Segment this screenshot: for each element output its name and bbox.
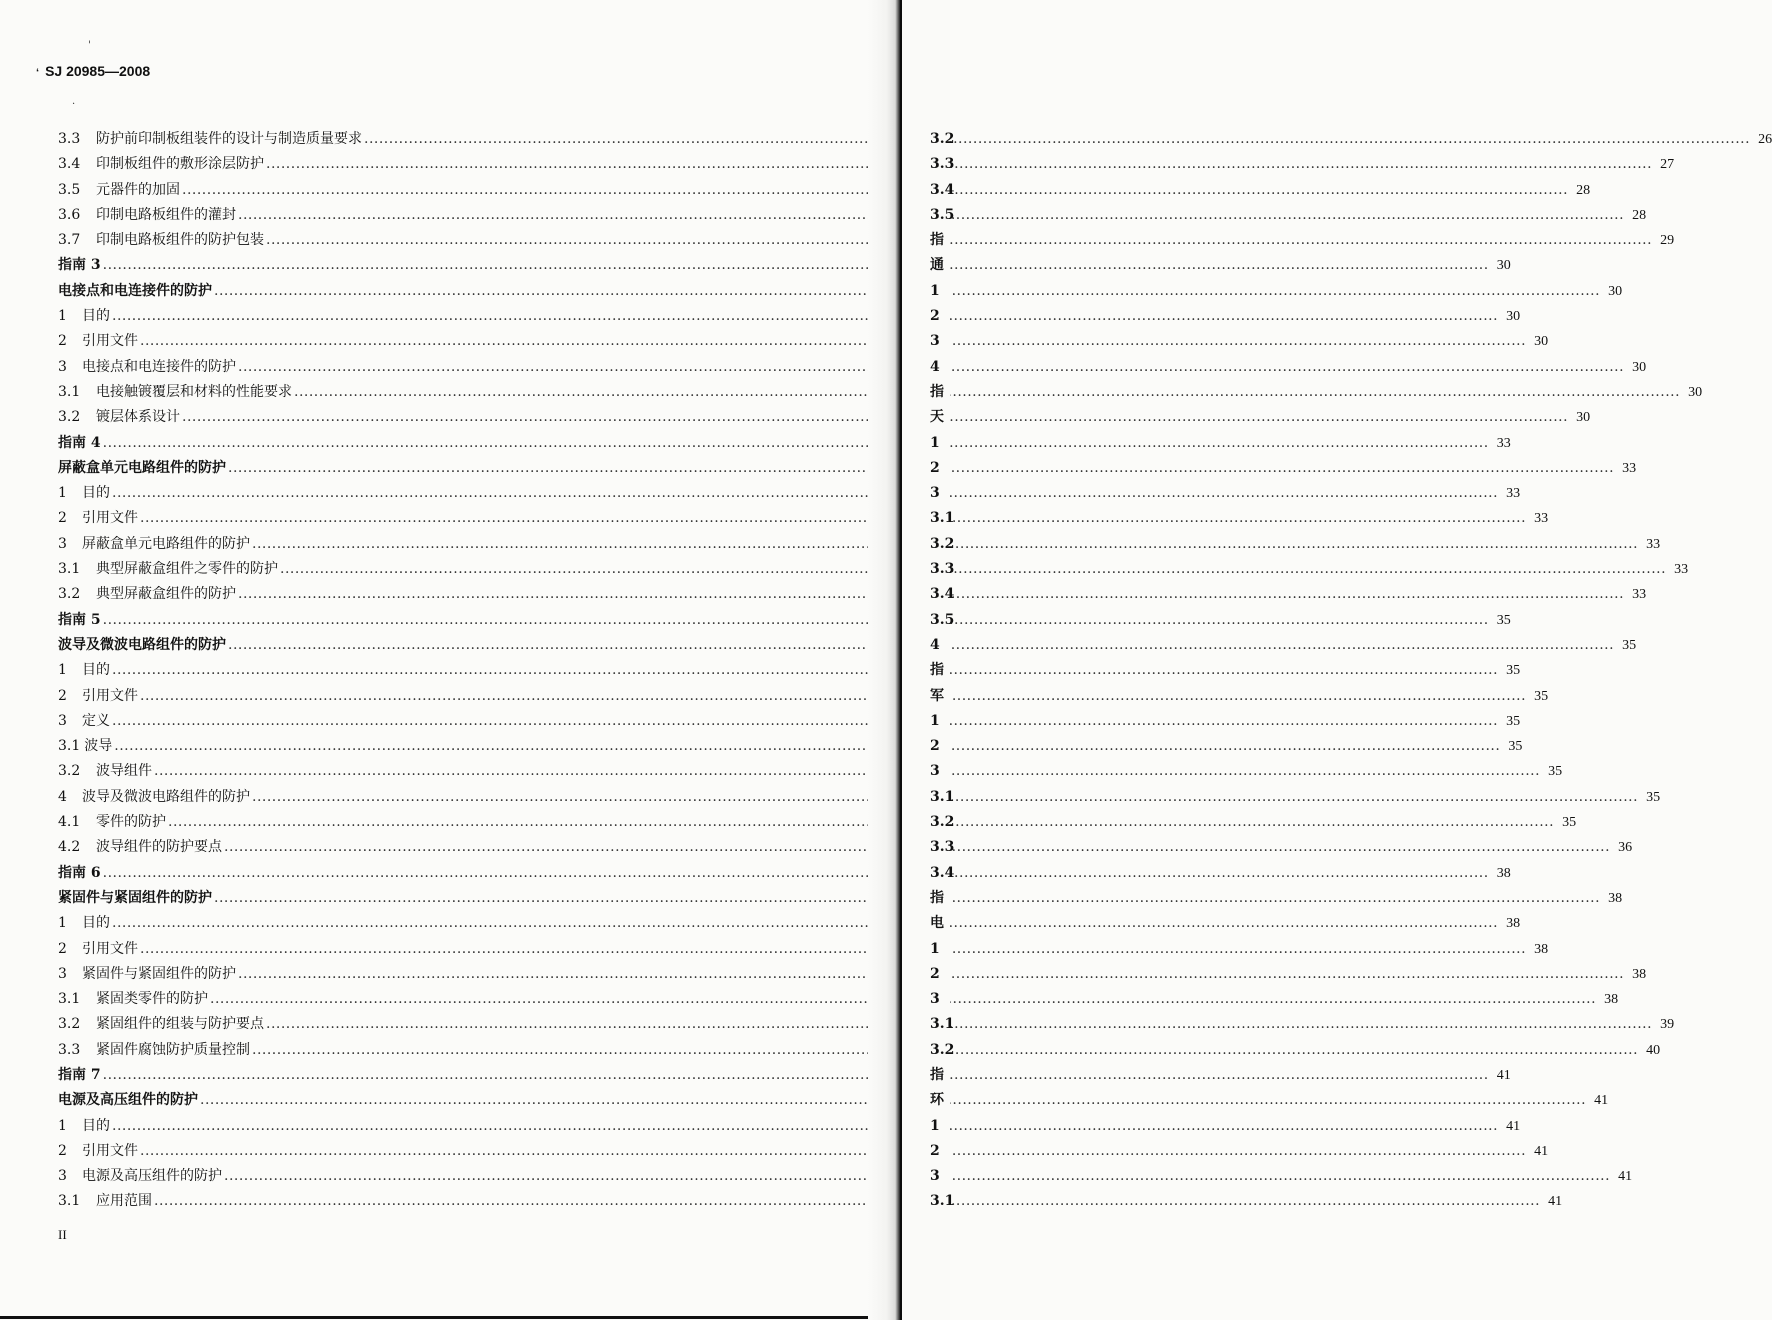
toc-entry-page: 38 <box>1506 916 1521 932</box>
adjacent-page-fragment: 3 <box>930 763 940 780</box>
toc-entry-number: 3.1 <box>58 1193 81 1210</box>
toc-entry-number: 3 <box>58 965 67 982</box>
adjacent-page-fragment: 3 <box>930 991 940 1008</box>
toc-entry-number: 3.1 <box>58 561 81 578</box>
toc-entry-page: 30 <box>1506 309 1521 325</box>
toc-entry-page: 41 <box>1594 1093 1609 1109</box>
toc-entry-number: 2 <box>58 510 67 527</box>
adjacent-page-fragment: 1 <box>930 1117 940 1134</box>
toc-entry-page: 35 <box>1562 815 1577 831</box>
adjacent-page-fragment: 天 <box>930 409 944 426</box>
toc-entry-title: 波导组件 <box>96 763 152 780</box>
toc-entry-title: 波导及微波电路组件的防护 <box>58 636 226 653</box>
dot-leader <box>266 228 1652 253</box>
toc-entry-page: 41 <box>1496 1067 1511 1083</box>
toc-entry-title: 电源及高压组件的防护 <box>58 1092 198 1109</box>
toc-entry <box>58 937 1549 962</box>
toc-entry <box>58 1189 1563 1214</box>
adjacent-page-fragment: 4 <box>930 636 940 653</box>
toc-entry-number: 3.1 <box>58 383 81 400</box>
toc-entry <box>58 911 1521 936</box>
toc-entry <box>58 431 1511 456</box>
dot-leader <box>112 481 1498 506</box>
header-marker: ‘ <box>36 67 40 79</box>
toc-entry <box>58 329 1549 354</box>
toc-entry <box>58 481 1521 506</box>
adjacent-page-fragment: 1 <box>930 282 940 299</box>
toc-entry-page: 33 <box>1646 536 1661 552</box>
toc-entry-page: 35 <box>1508 739 1523 755</box>
toc-entry <box>58 405 1591 430</box>
dot-leader <box>364 127 1750 152</box>
toc-entry-title: 零件的防护 <box>96 814 166 831</box>
toc-entry-number: 3 <box>58 1168 67 1185</box>
adjacent-page-fragment: 指 <box>930 662 944 679</box>
dot-leader <box>140 937 1526 962</box>
adjacent-page-fragment: 军 <box>930 687 944 704</box>
toc-entry-page: 35 <box>1548 764 1563 780</box>
toc-entry-title: 印制电路板组件的灌封 <box>96 206 236 223</box>
bottom-rule <box>0 1316 868 1319</box>
toc-entry-title: 屏蔽盒单元电路组件的防护 <box>82 535 250 552</box>
toc-entry-title: 引用文件 <box>82 1142 138 1159</box>
toc-entry-page: 35 <box>1496 612 1511 628</box>
toc-entry-page: 41 <box>1506 1118 1521 1134</box>
toc-entry-page: 38 <box>1632 966 1647 982</box>
toc-entry-page: 41 <box>1548 1194 1563 1210</box>
toc-entry-title: 典型屏蔽盒组件之零件的防护 <box>96 561 278 578</box>
toc-entry <box>58 1063 1511 1088</box>
page-number-footer: II <box>58 1227 67 1242</box>
toc-entry-number: 3.2 <box>58 1016 81 1033</box>
adjacent-page-fragment: 3.2 <box>930 814 955 831</box>
dot-leader <box>154 759 1540 784</box>
toc-entry <box>58 557 1689 582</box>
toc-entry <box>58 279 1623 304</box>
toc-entry-title: 目的 <box>82 485 110 502</box>
toc-entry-page: 35 <box>1534 688 1549 704</box>
toc-entry-number: 4 <box>58 788 67 805</box>
dot-leader <box>280 557 1666 582</box>
toc-entry <box>58 1139 1549 1164</box>
toc-entry-page: 30 <box>1496 258 1511 274</box>
toc-entry <box>58 684 1549 709</box>
adjacent-page-fragment: 3.2 <box>930 131 955 147</box>
toc-entry-number: 3.1 <box>58 991 81 1008</box>
toc-entry-title: 印制板组件的敷形涂层防护 <box>96 156 264 173</box>
adjacent-page-fragment: 3.4 <box>930 586 955 603</box>
toc-entry-page: 40 <box>1646 1042 1661 1058</box>
toc-entry-number: 2 <box>58 940 67 957</box>
adjacent-page-fragment: 指 <box>930 889 944 906</box>
toc-entry-title: 指南 5 <box>58 611 101 628</box>
adjacent-page-fragment: 1 <box>930 940 940 957</box>
dot-leader <box>112 911 1498 936</box>
toc-entry-page: 33 <box>1622 460 1637 476</box>
toc-entry-title: 引用文件 <box>82 510 138 527</box>
toc-entry-number: 2 <box>58 687 67 704</box>
toc-entry-page: 33 <box>1506 486 1521 502</box>
toc-entry-page: 41 <box>1618 1169 1633 1185</box>
toc-entry <box>58 304 1521 329</box>
dot-leader <box>112 1114 1498 1139</box>
adjacent-page-fragment: 2 <box>930 1142 940 1159</box>
page-header <box>36 63 150 79</box>
dot-leader <box>103 1063 1489 1088</box>
adjacent-page-fragment: 3.3 <box>930 839 955 856</box>
toc-entry-title: 引用文件 <box>82 687 138 704</box>
adjacent-page-fragment: 2 <box>930 965 940 982</box>
toc-entry <box>58 1114 1521 1139</box>
toc-entry-page: 27 <box>1660 157 1675 173</box>
toc-entry-title: 屏蔽盒单元电路组件的防护 <box>58 459 226 476</box>
dot-leader <box>103 253 1489 278</box>
adjacent-page-fragment: 指 <box>930 383 944 400</box>
toc-entry-page: 33 <box>1496 435 1511 451</box>
toc-entry-title: 印制电路板组件的防护包装 <box>96 232 264 249</box>
toc-entry-page: 38 <box>1534 941 1549 957</box>
toc-entry-title: 指南 7 <box>58 1066 101 1083</box>
table-of-contents <box>58 127 1772 1215</box>
toc-entry-page: 33 <box>1534 511 1549 527</box>
adjacent-page-fragment: 2 <box>930 459 940 476</box>
toc-entry-number: 4.2 <box>58 839 81 856</box>
toc-entry-page: 39 <box>1660 1017 1675 1033</box>
dot-leader <box>103 431 1489 456</box>
dot-leader <box>103 861 1489 886</box>
book-binding-gutter <box>868 0 902 1320</box>
toc-entry-title: 应用范围 <box>96 1193 152 1210</box>
scan-speck: . <box>72 96 76 107</box>
dot-leader <box>112 709 1498 734</box>
toc-entry-page: 36 <box>1618 840 1633 856</box>
adjacent-page-fragments <box>930 127 954 1215</box>
toc-entry <box>58 658 1521 683</box>
adjacent-page-fragment: 3.4 <box>930 181 955 198</box>
adjacent-page-fragment: 通 <box>930 257 944 274</box>
toc-entry-number: 3.1 <box>58 738 81 755</box>
toc-entry-page: 26 <box>1758 132 1772 147</box>
adjacent-page-fragment: 1 <box>930 434 940 451</box>
toc-entry-title: 引用文件 <box>82 940 138 957</box>
toc-entry-number: 3.4 <box>58 156 81 173</box>
adjacent-page-fragment: 3.1 <box>930 788 955 805</box>
toc-entry-page: 30 <box>1534 334 1549 350</box>
toc-entry-number: 3.5 <box>58 181 81 198</box>
toc-entry-title: 电接点和电连接件的防护 <box>82 358 236 375</box>
adjacent-page-fragment: 指 <box>930 1066 944 1083</box>
adjacent-page-fragment: 1 <box>930 712 940 729</box>
adjacent-page-fragment: 4 <box>930 358 940 375</box>
toc-entry-title: 电源及高压组件的防护 <box>82 1168 222 1185</box>
toc-entry-number: 2 <box>58 1142 67 1159</box>
dot-leader <box>140 329 1526 354</box>
toc-entry-page: 30 <box>1576 410 1591 426</box>
toc-entry <box>58 380 1703 405</box>
adjacent-page-fragment: 3 <box>930 1168 940 1185</box>
toc-entry-number: 2 <box>58 333 67 350</box>
toc-entry <box>58 734 1523 759</box>
toc-entry-title: 目的 <box>82 662 110 679</box>
toc-entry-title: 波导 <box>84 738 113 755</box>
toc-entry-title: 典型屏蔽盒组件的防护 <box>96 586 236 603</box>
adjacent-page-fragment: 3.5 <box>930 206 955 223</box>
toc-entry-title: 紧固件腐蚀防护质量控制 <box>96 1041 250 1058</box>
adjacent-page-fragment: 3.1 <box>930 1193 955 1210</box>
toc-entry-number: 3.2 <box>58 763 81 780</box>
toc-entry-number: 1 <box>58 308 67 325</box>
toc-entry <box>58 608 1511 633</box>
adjacent-page-fragment: 3 <box>930 485 940 502</box>
toc-entry-number: 3.3 <box>58 1041 81 1058</box>
toc-entry-number: 3.7 <box>58 232 81 249</box>
toc-entry-title: 目的 <box>82 308 110 325</box>
toc-entry <box>58 355 1647 380</box>
toc-entry-page: 35 <box>1646 789 1661 805</box>
toc-entry <box>58 987 1619 1012</box>
toc-entry <box>58 886 1623 911</box>
toc-entry-title: 目的 <box>82 1117 110 1134</box>
toc-entry-title: 紧固组件的组装与防护要点 <box>96 1016 264 1033</box>
adjacent-page-fragment: 2 <box>930 308 940 325</box>
toc-entry <box>58 228 1675 253</box>
adjacent-page-fragment: 3.2 <box>930 535 955 552</box>
adjacent-page-fragment: 3.2 <box>930 1041 955 1058</box>
dot-leader <box>168 810 1554 835</box>
toc-entry-number: 3.3 <box>58 131 81 147</box>
toc-entry-number: 4.1 <box>58 814 81 831</box>
toc-entry-number: 3.2 <box>58 409 81 426</box>
adjacent-page-fragment: 2 <box>930 738 940 755</box>
toc-entry-number: 3 <box>58 358 67 375</box>
dot-leader <box>112 658 1498 683</box>
toc-entry-page: 33 <box>1674 562 1689 578</box>
toc-entry <box>58 633 1637 658</box>
dot-leader <box>154 1189 1540 1214</box>
toc-entry-page: 38 <box>1604 992 1619 1008</box>
toc-entry-number: 1 <box>58 1117 67 1134</box>
toc-entry-number: 1 <box>58 485 67 502</box>
standard-code: SJ 20985—2008 <box>45 63 151 79</box>
toc-entry-title: 波导及微波电路组件的防护 <box>82 788 250 805</box>
toc-entry-title: 指南 3 <box>58 257 101 274</box>
adjacent-page-fragment: 指 <box>930 232 944 249</box>
toc-entry-title: 引用文件 <box>82 333 138 350</box>
toc-entry-page: 38 <box>1496 865 1511 881</box>
dot-leader <box>103 608 1489 633</box>
toc-entry-page: 35 <box>1622 637 1637 653</box>
toc-entry-page: 28 <box>1576 182 1591 198</box>
adjacent-page-fragment: 3.1 <box>930 510 955 527</box>
toc-entry-title: 紧固件与紧固组件的防护 <box>58 889 212 906</box>
toc-entry-title: 紧固件与紧固组件的防护 <box>82 965 236 982</box>
toc-entry-title: 指南 6 <box>58 864 101 881</box>
toc-entry-title: 镀层体系设计 <box>96 409 180 426</box>
toc-entry-page: 35 <box>1506 713 1521 729</box>
scan-speck: ' <box>88 40 91 51</box>
toc-entry-number: 3 <box>58 535 67 552</box>
adjacent-page <box>902 0 955 1320</box>
dot-leader <box>112 304 1498 329</box>
dot-leader <box>140 684 1526 709</box>
toc-entry-page: 35 <box>1506 663 1521 679</box>
toc-entry <box>58 759 1563 784</box>
toc-entry-number: 3.2 <box>58 586 81 603</box>
toc-entry-title: 电接点和电连接件的防护 <box>58 282 212 299</box>
adjacent-page-fragment: 3.3 <box>930 156 955 173</box>
toc-entry-title: 电接触镀覆层和材料的性能要求 <box>96 383 292 400</box>
adjacent-page-fragment: 环 <box>930 1092 944 1109</box>
toc-entry-page: 41 <box>1534 1143 1549 1159</box>
toc-entry-title: 防护前印制板组装件的设计与制造质量要求 <box>96 131 362 147</box>
toc-entry-title: 定义 <box>82 712 110 729</box>
dot-leader <box>266 152 1652 177</box>
toc-entry <box>58 456 1637 481</box>
toc-entry-title: 波导组件的防护要点 <box>96 839 222 856</box>
toc-entry <box>58 253 1511 278</box>
dot-leader <box>114 734 1500 759</box>
adjacent-page-fragment: 3.5 <box>930 611 955 628</box>
toc-entry <box>58 1164 1633 1189</box>
toc-entry-title: 紧固类零件的防护 <box>96 991 208 1008</box>
toc-entry-page: 38 <box>1608 890 1623 906</box>
toc-entry-number: 1 <box>58 662 67 679</box>
toc-entry <box>58 709 1521 734</box>
adjacent-page-fragment: 3.1 <box>930 1016 955 1033</box>
adjacent-page-fragment: 电 <box>930 915 944 932</box>
toc-entry-page: 30 <box>1608 283 1623 299</box>
adjacent-page-fragment: 3.4 <box>930 864 955 881</box>
toc-entry-page: 29 <box>1660 233 1675 249</box>
toc-entry-number: 3.6 <box>58 206 81 223</box>
dot-leader <box>266 1012 1652 1037</box>
toc-entry-title: 元器件的加固 <box>96 181 180 198</box>
toc-entry-number: 3 <box>58 712 67 729</box>
toc-entry-page: 28 <box>1632 207 1647 223</box>
dot-leader <box>294 380 1680 405</box>
toc-entry-page: 30 <box>1632 359 1647 375</box>
toc-entry <box>58 1088 1609 1113</box>
dot-leader <box>140 1139 1526 1164</box>
toc-entry <box>58 962 1647 987</box>
dot-leader <box>140 506 1526 531</box>
adjacent-page-fragment: 3 <box>930 333 940 350</box>
toc-entry-page: 33 <box>1632 587 1647 603</box>
toc-entry-title: 指南 4 <box>58 434 101 451</box>
adjacent-page-fragment: 3.3 <box>930 561 955 578</box>
toc-entry-title: 目的 <box>82 915 110 932</box>
toc-entry-page: 30 <box>1688 384 1703 400</box>
toc-entry-number: 1 <box>58 915 67 932</box>
